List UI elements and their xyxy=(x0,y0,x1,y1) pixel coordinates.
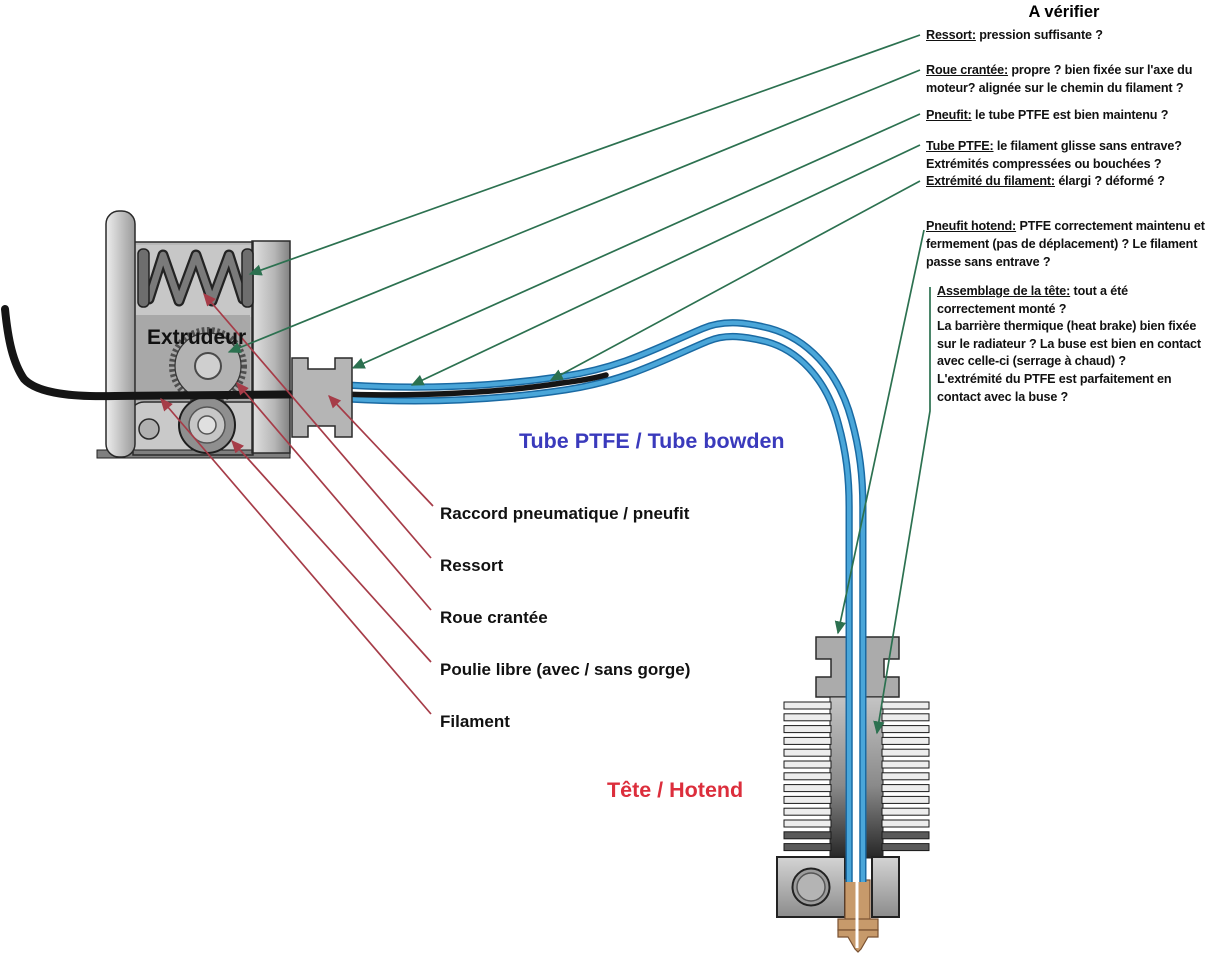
check-lead: Pneufit: xyxy=(926,108,972,122)
leader-raccord xyxy=(329,396,433,506)
motor-column xyxy=(252,241,290,453)
check-item-roue-crantee xyxy=(926,61,1216,97)
leader-ressort-check xyxy=(250,35,920,274)
leader-poulie xyxy=(232,441,431,662)
heater-block xyxy=(777,857,899,917)
check-text: propre ? bien fixée sur l'axe du moteur? alignée sur le chemin du filament ? xyxy=(926,63,1193,95)
check-item-tube-ptfe xyxy=(926,137,1216,173)
check-text: tout a été correctement monté ? xyxy=(937,284,1129,316)
bolt-hole xyxy=(139,419,159,439)
label-poulie: Poulie libre (avec / sans gorge) xyxy=(440,660,691,679)
check-lead: Assemblage de la tête: xyxy=(937,284,1071,298)
check-lead: Tube PTFE: xyxy=(926,139,994,153)
check-lead: Ressort: xyxy=(926,28,976,42)
check-item-assemblage-tete xyxy=(937,283,1209,406)
leader-filament xyxy=(161,399,431,714)
label-raccord: Raccord pneumatique / pneufit xyxy=(440,504,690,523)
checklist-title: A vérifier xyxy=(1028,3,1100,21)
label-filament: Filament xyxy=(440,712,510,731)
label-ressort: Ressort xyxy=(440,556,504,575)
check-text: élargi ? déformé ? xyxy=(1054,174,1165,188)
check-text: le tube PTFE est bien maintenu ? xyxy=(971,108,1169,122)
idler-pulley xyxy=(179,397,235,453)
leader-roue-check xyxy=(229,70,920,352)
check-item-pneufit xyxy=(926,106,1216,124)
label-extruder: Extrudeur xyxy=(147,326,247,349)
leader-filament-end-check xyxy=(551,181,920,380)
check-item-extremite-filament xyxy=(926,172,1216,190)
check-text: le filament glisse sans entrave? Extrémités compressées ou bouchées ? xyxy=(926,139,1182,171)
ptfe-tube xyxy=(348,330,857,948)
check-text-para3: L'extrémité du PTFE est parfaitement en contact avec la buse ? xyxy=(937,371,1172,404)
label-hotend: Tête / Hotend xyxy=(607,778,744,802)
check-lead: Roue crantée: xyxy=(926,63,1009,77)
check-lead: Extrémité du filament: xyxy=(926,174,1055,188)
check-item-ressort xyxy=(926,26,1216,44)
leader-pneufit-check xyxy=(353,114,920,368)
label-roue-crantee: Roue crantée xyxy=(440,608,548,627)
leader-assemblage-check xyxy=(877,287,930,733)
extruder-pneufit xyxy=(292,358,352,437)
check-item-pneufit-hotend xyxy=(926,217,1216,271)
idler-lever xyxy=(106,211,135,457)
check-text-para2: La barrière thermique (heat brake) bien fixée sur le radiateur ? La buse est bien en contact avec celle-ci (serrage à chaud) ? xyxy=(937,319,1201,369)
check-text: PTFE correctement maintenu et fermement (pas de déplacement) ? Le filament passe sans entrave ? xyxy=(926,219,1205,269)
check-text: pression suffisante ? xyxy=(975,28,1103,42)
check-lead: Pneufit hotend: xyxy=(926,219,1017,233)
label-tube-ptfe: Tube PTFE / Tube bowden xyxy=(519,429,785,453)
